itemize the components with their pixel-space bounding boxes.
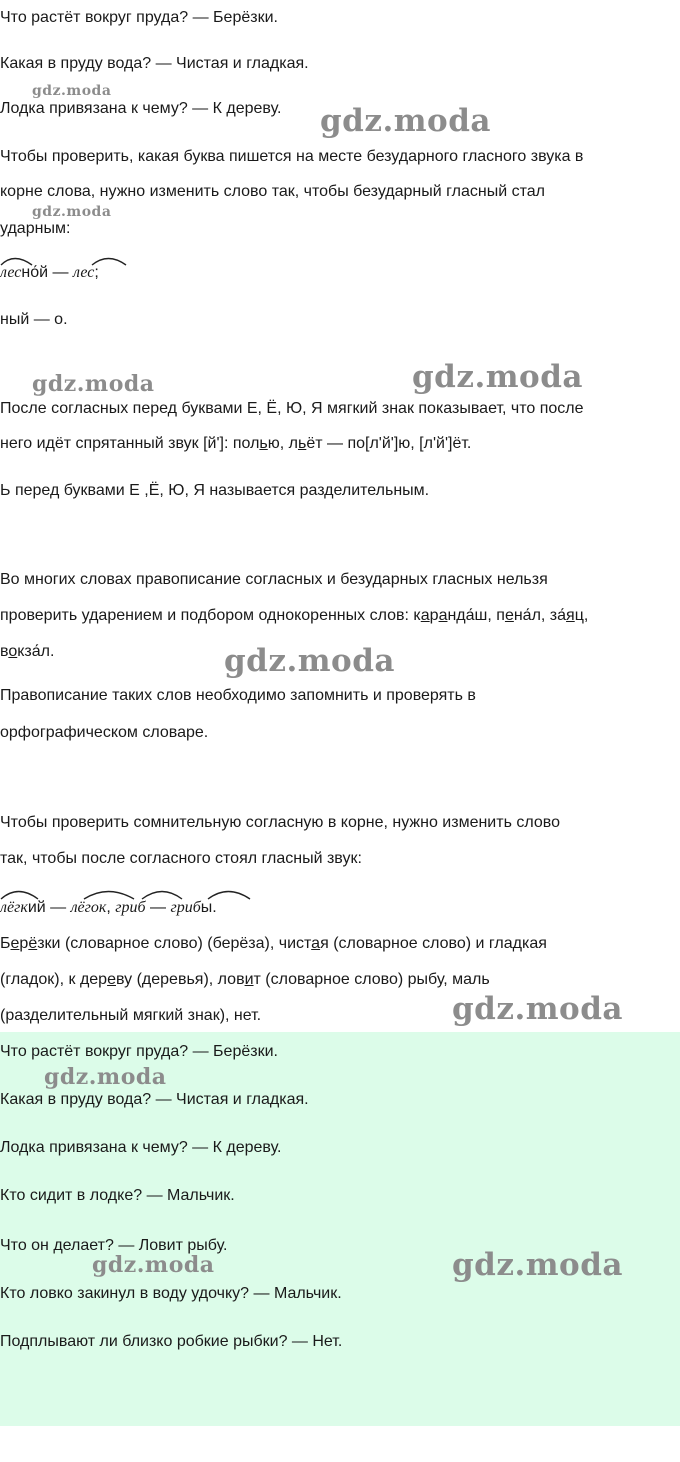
watermark-logo: gdz.moda (32, 83, 112, 99)
watermark-logo: gdz.moda (44, 1064, 167, 1090)
text-line: ный — о. (0, 311, 68, 328)
text-line: (гладок), к дереву (деревья), ловит (словарное слово) рыбу, маль (0, 971, 490, 988)
answer-line: Подплывают ли близко робкие рыбки? — Нет. (0, 1333, 343, 1350)
text-line: Лодка привязана к чему? — К дереву. (0, 100, 282, 117)
answer-line: Что он делает? — Ловит рыбу. (0, 1237, 228, 1254)
text-line: него идёт спрятанный звук [й']: полью, льёт — по[л'й']ю, [л'й']ёт. (0, 435, 472, 452)
text-line: Берёзки (словарное слово) (берёза), чистая (словарное слово) и гладкая (0, 935, 547, 952)
text-line: проверить ударением и подбором однокоренных слов: каранда́ш, пена́л, за́яц, (0, 607, 589, 624)
watermark-logo: gdz.moda (32, 371, 155, 397)
root-arc-marks (0, 252, 140, 266)
text-line: (разделительный мягкий знак), нет. (0, 1007, 262, 1024)
text-line: Что растёт вокруг пруда? — Берёзки. (0, 9, 278, 26)
text-line: орфографическом словаре. (0, 724, 209, 741)
text-line: После согласных перед буквами Е, Ё, Ю, Я мягкий знак показывает, что после (0, 400, 584, 417)
watermark-logo: gdz.moda (32, 204, 112, 220)
text-line: Чтобы проверить, какая буква пишется на месте безударного гласного звука в (0, 148, 584, 165)
root-example: лёгкий — лёгок, гриб — грибы. (0, 899, 217, 916)
text-line: корне слова, нужно изменить слово так, чтобы безударный гласный стал (0, 183, 545, 200)
text-line: Ь перед буквами Е ,Ё, Ю, Я называется разделительным. (0, 482, 430, 499)
watermark-logo: gdz.moda (224, 643, 395, 679)
answer-line: Лодка привязана к чему? — К дереву. (0, 1139, 282, 1156)
text-line: ударным: (0, 220, 71, 237)
root-word: лес (0, 264, 22, 281)
answer-line: Какая в пруду вода? — Чистая и гладкая. (0, 1091, 309, 1108)
answer-line: Кто ловко закинул в воду удочку? — Мальчик. (0, 1285, 342, 1302)
text-line: Чтобы проверить сомнительную согласную в корне, нужно изменить слово (0, 814, 560, 831)
watermark-logo: gdz.moda (320, 103, 491, 139)
text-line: Какая в пруду вода? — Чистая и гладкая. (0, 55, 309, 72)
watermark-logo: gdz.moda (452, 991, 623, 1027)
text-line: вокза́л. (0, 643, 55, 660)
answer-line: Что растёт вокруг пруда? — Берёзки. (0, 1043, 278, 1060)
root-example: лесно́й — лес; (0, 264, 99, 281)
root-word: лес (72, 264, 95, 281)
text-line: Правописание таких слов необходимо запомнить и проверять в (0, 687, 476, 704)
root-arc-marks (0, 884, 270, 900)
answer-line: Кто сидит в лодке? — Мальчик. (0, 1187, 235, 1204)
watermark-logo: gdz.moda (452, 1247, 623, 1283)
watermark-logo: gdz.moda (412, 359, 583, 395)
text-line: так, чтобы после согласного стоял гласный звук: (0, 850, 362, 867)
text-line: Во многих словах правописание согласных и безударных гласных нельзя (0, 571, 548, 588)
watermark-logo: gdz.moda (92, 1252, 215, 1278)
